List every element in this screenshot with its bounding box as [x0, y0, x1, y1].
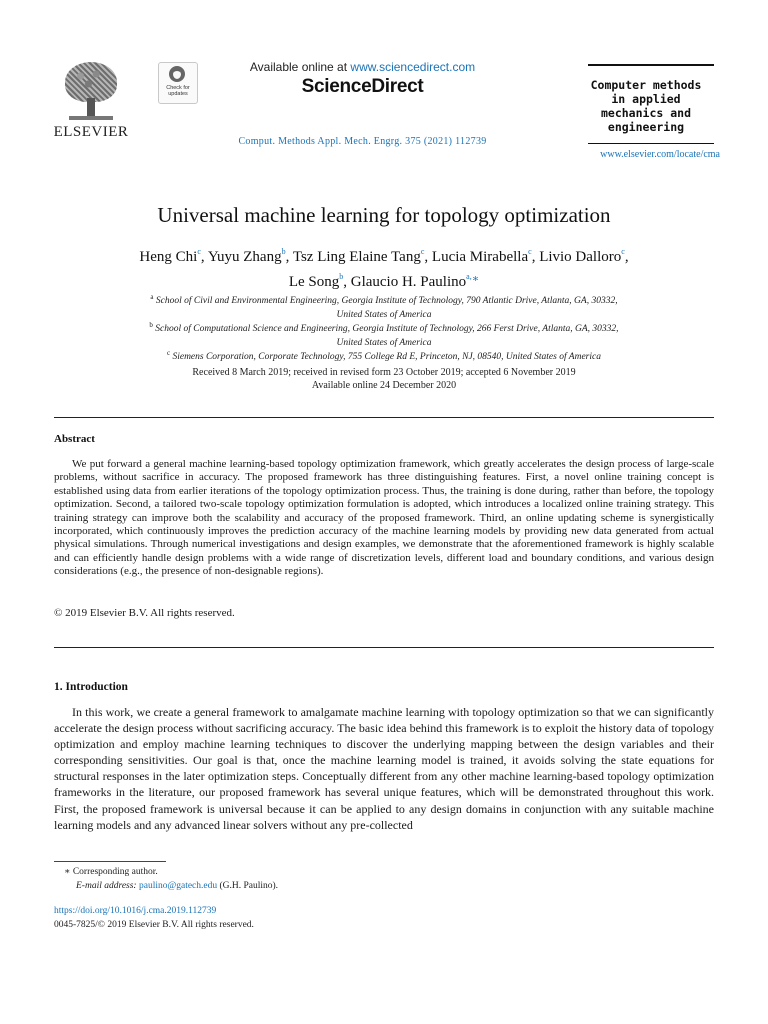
author-affiliation-mark[interactable]: a,: [466, 272, 472, 281]
article-history: [60, 366, 708, 392]
divider: [54, 647, 714, 648]
affiliation-mark: a: [150, 293, 154, 301]
sciencedirect-wordmark: ScienceDirect: [301, 76, 424, 97]
available-online-prefix: Available online at: [249, 60, 351, 74]
affiliation-text: United States of America: [336, 338, 432, 348]
check-for-updates-badge[interactable]: [158, 62, 198, 104]
abstract-text: We put forward a general machine learning-based topology optimization framework, which greatly accelerates the design process of large-scale problems, without sacrifice in accuracy. The proposed framework has three distinguishing features. First, a novel online training concept is established using data from earlier iterations of the topology optimization process. Thus, the training is done during, rather than before, the topology optimization. Second, a tailored two-scale topology optimization formulation is adopted, which introduces a localized online training strategy. This training strategy can improve both the scalability and accuracy of the proposed framework. Third, an online updating scheme is synergistically incorporated, which continuously improves the prediction accuracy of the machine learning models by providing new data generated from actual physical simulations. Through numerical investigations and design examples, we demonstrate that the aforementioned framework is highly scalable and can efficiently handle design problems with a wide range of discretization levels, different load and boundary conditions, and various design considerations (e.g., the presence of non-designable regions).: [54, 458, 714, 578]
check-updates-label: Check for updates: [166, 85, 190, 97]
journal-url-link[interactable]: www.elsevier.com/locate/cma: [600, 149, 720, 160]
available-online-date: Available online 24 December 2020: [311, 380, 457, 391]
author-affiliation-mark[interactable]: c: [197, 247, 201, 256]
email-note: [76, 881, 278, 891]
section-heading: 1. Introduction: [54, 681, 128, 693]
author: Tsz Ling Elaine Tang: [292, 249, 421, 265]
affiliation-text: United States of America: [336, 310, 432, 320]
email-suffix: (G.H. Paulino).: [217, 881, 279, 891]
paper-title: Universal machine learning for topology optimization: [157, 203, 611, 227]
journal-citation[interactable]: Comput. Methods Appl. Mech. Engrg. 375 (2021) 112739: [238, 136, 487, 147]
update-icon: [169, 66, 185, 82]
corresponding-author-note: ∗ Corresponding author.: [64, 867, 158, 877]
author-affiliation-mark[interactable]: b: [281, 247, 286, 256]
available-online: [200, 60, 525, 74]
author: Heng Chi: [139, 249, 198, 265]
email-link[interactable]: paulino@gatech.edu: [138, 881, 218, 891]
footnote-rule: [54, 861, 166, 862]
author-affiliation-mark[interactable]: c: [420, 247, 425, 256]
journal-rule-bottom: [588, 143, 714, 144]
elsevier-tree-icon: [61, 60, 121, 122]
author: Lucia Mirabella: [431, 249, 529, 265]
received-dates: Received 8 March 2019; received in revised form 23 October 2019; accepted 6 November 2019: [192, 367, 576, 378]
author-affiliation-mark[interactable]: b: [339, 272, 344, 281]
author: Yuyu Zhang: [207, 249, 282, 265]
affiliation-text: School of Civil and Environmental Engineering, Georgia Institute of Technology, 790 Atlantic Drive, Atlanta, GA, 30332,: [155, 296, 618, 306]
journal-rule-top: [588, 64, 714, 66]
issn-copyright: 0045-7825/© 2019 Elsevier B.V. All rights reserved.: [54, 920, 254, 930]
author-affiliation-mark[interactable]: c: [528, 247, 532, 256]
author-affiliation-mark[interactable]: c: [621, 247, 625, 256]
affiliation-mark: b: [149, 321, 153, 329]
abstract-copyright: © 2019 Elsevier B.V. All rights reserved.: [54, 607, 235, 619]
journal-title: Computer methods in applied mechanics and engineering: [590, 78, 702, 134]
abstract-heading: Abstract: [54, 433, 95, 445]
email-label: E-mail address:: [76, 881, 137, 891]
author-list: Heng Chi$^c$, Yuyu Zhang$^b$, Tsz Ling Elaine Tang$^c$, Lucia Mirabella$^c$, Livio Dalloro$^c$, Le Song$^b$, Glaucio H. Paulino$^{a,∗}$: [139, 247, 629, 290]
affiliation-c: [60, 346, 708, 364]
doi-link[interactable]: https://doi.org/10.1016/j.cma.2019.112739: [54, 906, 217, 916]
divider: [54, 417, 714, 418]
publisher-name: ELSEVIER: [53, 124, 129, 140]
affiliation-text: Siemens Corporation, Corporate Technology, 755 College Rd E, Princeton, NJ, 08540, United States of America: [172, 352, 601, 362]
section-body: In this work, we create a general framework to amalgamate machine learning with topology optimization so that we can significantly accelerate the design process without sacrificing accuracy. The basic idea behind this framework is to exploit the history data of topology optimization and employ machine learning techniques to discover the underlying mapping between the design variables and their corresponding sensitivities. Our goal is that, once the machine learning model is trained, it avoids solving the state equations for structural responses in the later optimization steps. Conceptually different from any other machine learning-based topology optimization frameworks in the literature, our proposed framework has several unique features, which will be demonstrated throughout this work. First, the proposed framework is universal because it can be applied to any design domains in conjunction with any suitable machine learning models and any advanced linear solvers without any pre-collected: [54, 705, 714, 832]
sciencedirect-link[interactable]: www.sciencedirect.com: [350, 60, 476, 74]
author: Le Song: [288, 274, 340, 290]
affiliation-mark: c: [166, 349, 171, 357]
elsevier-logo: [50, 60, 132, 140]
corresponding-author-mark[interactable]: ∗: [471, 273, 480, 285]
author: Livio Dalloro: [539, 249, 622, 265]
affiliation-text: School of Computational Science and Engineering, Georgia Institute of Technology, 266 Ferst Drive, Atlanta, GA, 30332,: [155, 324, 619, 334]
author: Glaucio H. Paulino: [350, 274, 467, 290]
